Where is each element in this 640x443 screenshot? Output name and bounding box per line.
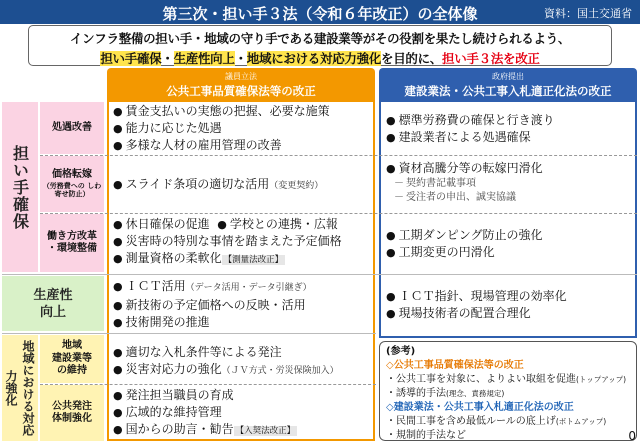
list-item-text: 国からの助言・勧告 [125,422,234,436]
right-column-type: 政府提出 [492,72,524,81]
intro-mid: を目的に、 [381,51,443,66]
law-tag: 【測量法改正】 [223,255,284,265]
goal-chiiki: 地域における対応力強化 [246,51,381,66]
intro-tail: 担い手３法を改正 [442,51,540,66]
category-ninaite: 担い手確保 [2,102,38,272]
row-divider [40,155,637,156]
reference-line: ・規制的手法など [386,430,466,441]
subcategory-hacchu [40,385,104,441]
list-item-text: ● 学校との連携・広報 [217,217,338,231]
row-divider [2,333,376,334]
right-kakaku-list [386,160,543,205]
category-chiiki: 地域における対応力強化 [2,335,38,441]
list-item-text: 災害対応力の強化 [125,362,222,376]
list-item-paren: （ＪＶ方式・労災保険加入） [221,366,339,376]
left-seisansei-list [113,278,312,331]
list-item [113,361,339,380]
subcategory-hatarakikata-l1: 働き方改革 [47,230,97,242]
list-item [113,421,297,440]
list-item: ● 発注担当職員の育成 [113,387,297,404]
reference-line-tag: (トップアップ) [576,375,627,384]
left-hatarakikata-list [113,216,342,269]
list-item: ● 工期ダンピング防止の強化 [386,227,543,244]
reference-line [386,415,630,429]
list-item: ● 資材高騰分等の転嫁円滑化 [386,160,543,177]
subcategory-kakaku-note: （労務費への しわ寄せ防止） [42,181,102,199]
subcategory-kakaku-label: 価格転嫁 [52,169,92,181]
list-subitem: － 受注者の申出、誠実協議 [386,191,543,205]
title-bar [0,0,640,24]
list-item: ● 災害時の特別な事情を踏まえた予定価格 [113,233,342,250]
list-item: ● 賃金支払いの実態の把握、必要な施策 [113,103,330,120]
reference-heading-quality: ◇公共工事品質確保法等の改正 [386,360,524,371]
left-chiiki-list [113,344,339,380]
list-item-text: 測量資格の柔軟化 [125,251,222,265]
reference-line-text: ・誘導的手法 [386,388,446,399]
right-hatarakikata-list [386,227,543,261]
law-tag: 【入契法改正】 [235,426,296,436]
reference-line-text: ・公共工事を対象に、よりよい取組を促進 [386,374,576,385]
goal-ninaite: 担い手確保 [100,51,162,66]
right-column-title: 建設業法・公共工事入札適正化法の改正 [404,84,612,98]
list-item [113,216,342,233]
subcategory-chiiki-kensetsu [40,335,104,383]
list-item: ● 新技術の予定価格への反映・活用 [113,297,312,314]
page-number: 0 [628,429,636,443]
list-item-text: スライド条項の適切な活用 [125,177,270,191]
list-item [113,250,342,269]
subcategory-hacchu-l2: 体制強化 [52,413,92,424]
list-item [113,278,312,297]
goal-seisansei: 生産性向上 [173,51,235,66]
subcategory-shogu [40,102,104,154]
right-column-header [379,68,637,102]
subcategory-chiiki-l2: 建設業等 [52,352,92,364]
reference-line-tag: (理念、責務規定) [446,389,505,398]
left-kakaku-list [113,176,323,195]
list-item: ● 広域的な維持管理 [113,404,297,421]
list-item-paren: （データ活用・データ引継ぎ） [185,283,312,293]
reference-head: (参考) [386,346,416,357]
right-shogu-list [386,112,555,146]
intro-box [28,25,612,66]
list-item: ● 標準労務費の確保と行き渡り [386,112,555,129]
reference-box [379,341,637,441]
subcategory-hacchu-l1: 公共発注 [52,400,92,412]
reference-line [386,373,630,387]
reference-heading-quality-text: 公共工事品質確保法等の改正 [393,360,524,371]
subcategory-chiiki-l1: 地域 [62,340,82,352]
list-item: ● ＩＣＴ指針、現場管理の効率化 [386,288,567,305]
list-item: ● 適切な入札条件等による発注 [113,344,339,361]
reference-heading-construction: ◇建設業法・公共工事入札適正化法の改正 [386,402,574,413]
left-column-type: 議員立法 [225,72,257,81]
intro-sep-1: ・ [161,51,174,66]
intro-line-2 [29,49,611,67]
list-item: ● 技術開発の推進 [113,314,312,331]
subcategory-kakaku [40,156,104,212]
list-item-text: ＩＣＴ活用 [125,279,186,293]
list-item: ● 多様な人材の雇用管理の改善 [113,137,330,154]
list-item: ● 工期変更の円滑化 [386,244,543,261]
subcategory-chiiki-l3: の維持 [57,365,87,377]
list-item: ● 建設業者による処遇確保 [386,129,555,146]
row-divider [40,213,637,214]
reference-line [386,387,630,401]
row-divider [40,384,376,385]
list-item [113,176,323,195]
category-seisansei-l2: 向上 [39,304,66,320]
category-seisansei-l1: 生産性 [33,287,73,303]
subcategory-hatarakikata [40,214,104,272]
list-item-paren: （変更契約） [269,181,324,191]
list-subitem: － 契約書記載事項 [386,177,543,191]
list-item: ● 能力に応じた処遇 [113,120,330,137]
source-label: 資料：国土交通省 [544,7,632,20]
intro-sep-2: ・ [234,51,247,66]
left-column-title: 公共工事品質確保法等の改正 [166,84,316,98]
reference-heading-construction-text: 建設業法・公共工事入札適正化法の改正 [393,402,574,413]
left-hacchu-list [113,387,297,440]
subcategory-shogu-label: 処遇改善 [52,121,92,133]
reference-line-tag: (ボトムアップ) [555,417,607,426]
category-seisansei [2,276,104,331]
row-divider [2,274,637,275]
left-shogu-list [113,103,330,154]
intro-line-1: インフラ整備の担い手・地域の守り手である建設業等がその役割を果たし続けられるよう、 [69,31,571,46]
page-title: 第三次・担い手３法（令和６年改正）の全体像 [162,5,478,23]
subcategory-hatarakikata-l2: ・環境整備 [47,243,97,254]
reference-line-text: ・民間工事を含め最低ルールの底上げ [386,416,556,427]
list-item-text: ● 休日確保の促進 [113,217,210,231]
right-seisansei-list [386,288,567,322]
left-column-header [107,68,375,102]
list-item: ● 現場技術者の配置合理化 [386,305,567,322]
